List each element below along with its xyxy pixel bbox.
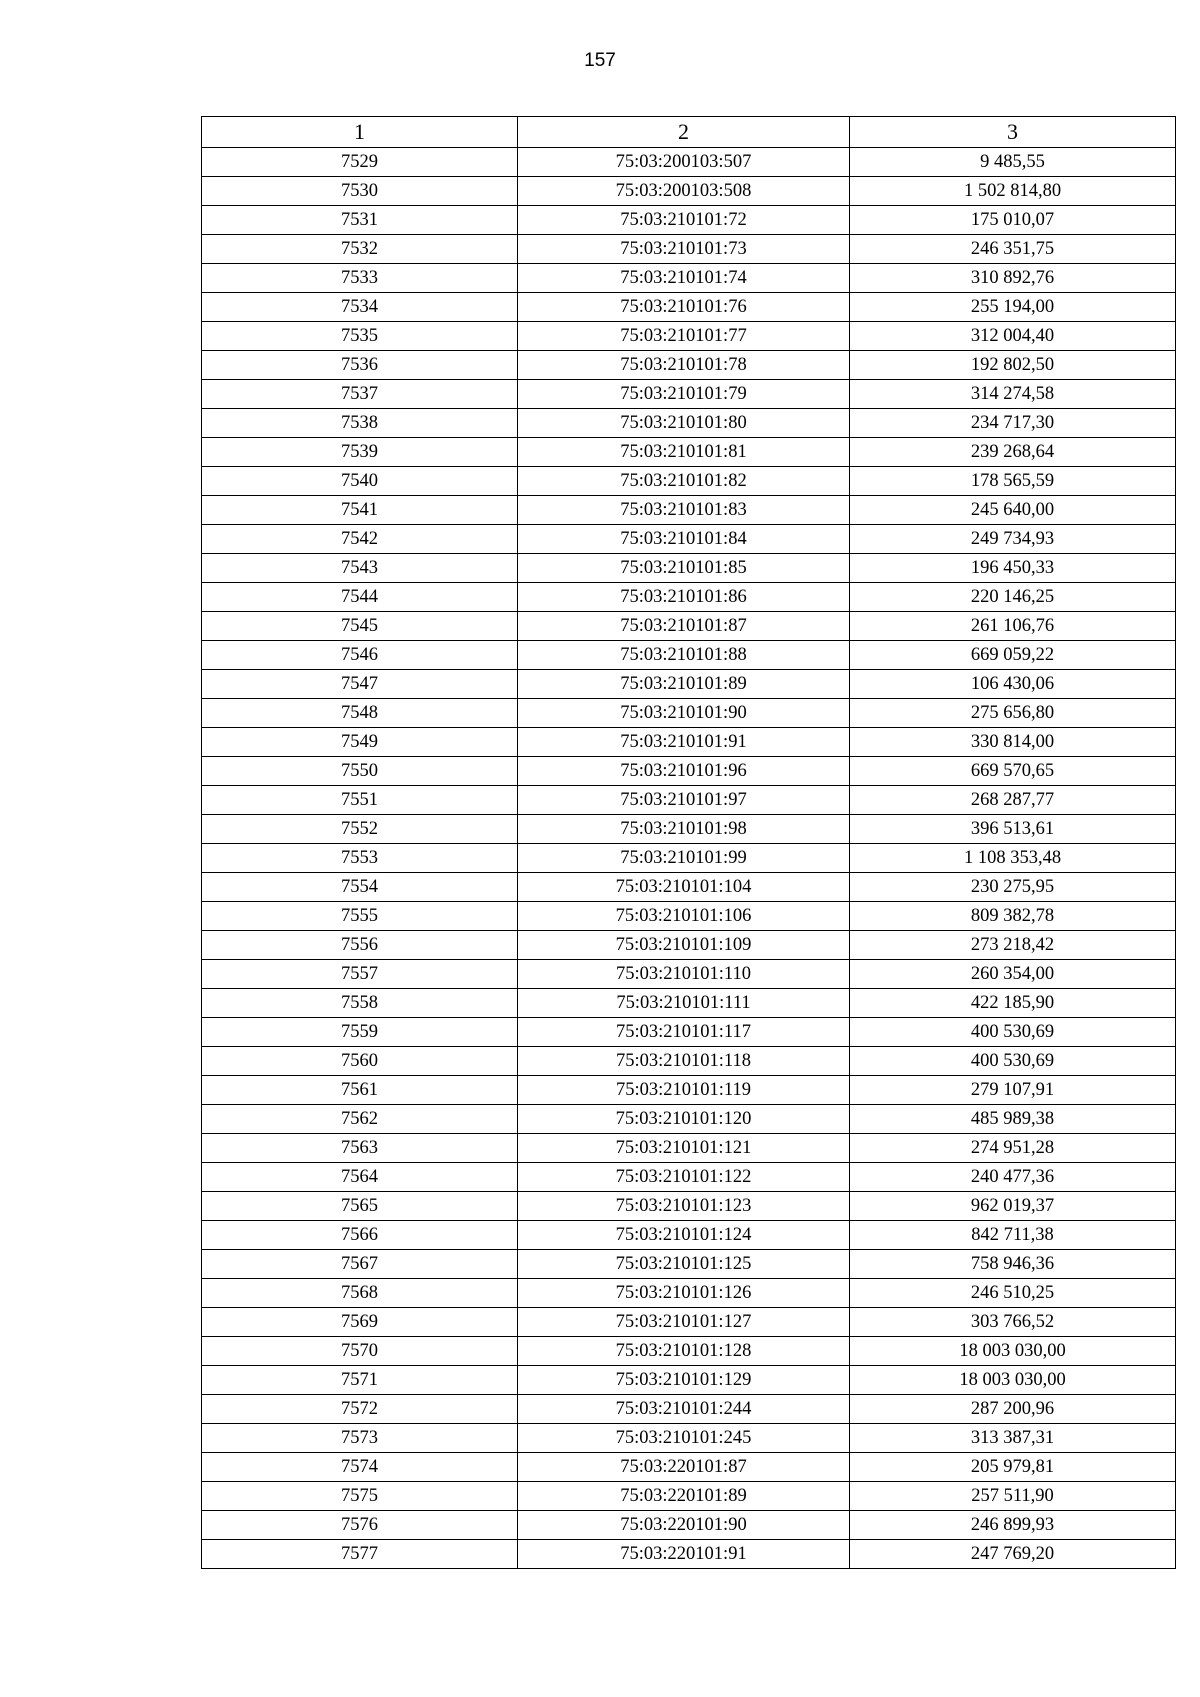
cadastral-number-cell: 75:03:220101:91 [518,1540,850,1569]
table-row [202,1308,1176,1337]
value-cell: 314 274,58 [850,380,1176,409]
row-number-cell: 7575 [202,1482,518,1511]
cadastral-number-cell: 75:03:210101:85 [518,554,850,583]
table-row [202,525,1176,554]
value-cell: 234 717,30 [850,409,1176,438]
cadastral-number-cell: 75:03:210101:78 [518,351,850,380]
table-row [202,1192,1176,1221]
cadastral-number-cell: 75:03:210101:88 [518,641,850,670]
row-number-cell: 7567 [202,1250,518,1279]
table-row [202,1163,1176,1192]
row-number-cell: 7551 [202,786,518,815]
value-cell: 330 814,00 [850,728,1176,757]
row-number-cell: 7564 [202,1163,518,1192]
cadastral-number-cell: 75:03:210101:83 [518,496,850,525]
row-number-cell: 7557 [202,960,518,989]
value-cell: 809 382,78 [850,902,1176,931]
table-row [202,148,1176,177]
value-cell: 260 354,00 [850,960,1176,989]
cadastral-number-cell: 75:03:210101:74 [518,264,850,293]
page-number: 157 [584,50,616,71]
value-cell: 9 485,55 [850,148,1176,177]
row-number-cell: 7563 [202,1134,518,1163]
row-number-cell: 7544 [202,583,518,612]
table-row [202,1047,1176,1076]
row-number-cell: 7533 [202,264,518,293]
value-cell: 279 107,91 [850,1076,1176,1105]
table-row [202,699,1176,728]
row-number-cell: 7568 [202,1279,518,1308]
row-number-cell: 7558 [202,989,518,1018]
value-cell: 261 106,76 [850,612,1176,641]
value-cell: 273 218,42 [850,931,1176,960]
row-number-cell: 7565 [202,1192,518,1221]
table-row [202,409,1176,438]
value-cell: 312 004,40 [850,322,1176,351]
table-row [202,293,1176,322]
value-cell: 106 430,06 [850,670,1176,699]
row-number-cell: 7571 [202,1366,518,1395]
row-number-cell: 7531 [202,206,518,235]
table-row [202,583,1176,612]
value-cell: 247 769,20 [850,1540,1176,1569]
row-number-cell: 7548 [202,699,518,728]
table-row [202,1366,1176,1395]
table-row [202,1424,1176,1453]
cadastral-number-cell: 75:03:210101:110 [518,960,850,989]
table-row [202,1540,1176,1569]
column-header-2: 2 [518,117,850,148]
table-row [202,612,1176,641]
table-row [202,815,1176,844]
value-cell: 1 108 353,48 [850,844,1176,873]
cadastral-number-cell: 75:03:210101:120 [518,1105,850,1134]
table-row [202,1453,1176,1482]
row-number-cell: 7559 [202,1018,518,1047]
table-row [202,873,1176,902]
table-row [202,844,1176,873]
table-row [202,496,1176,525]
cadastral-number-cell: 75:03:210101:98 [518,815,850,844]
table-row [202,728,1176,757]
value-cell: 246 351,75 [850,235,1176,264]
cadastral-number-cell: 75:03:210101:87 [518,612,850,641]
cadastral-number-cell: 75:03:210101:128 [518,1337,850,1366]
value-cell: 245 640,00 [850,496,1176,525]
value-cell: 178 565,59 [850,467,1176,496]
table-row [202,322,1176,351]
cadastral-number-cell: 75:03:210101:117 [518,1018,850,1047]
value-cell: 257 511,90 [850,1482,1176,1511]
cadastral-number-cell: 75:03:210101:97 [518,786,850,815]
value-cell: 962 019,37 [850,1192,1176,1221]
table-row [202,960,1176,989]
row-number-cell: 7550 [202,757,518,786]
row-number-cell: 7553 [202,844,518,873]
table-body [202,148,1176,1569]
header-row [202,117,1176,148]
table-row [202,438,1176,467]
row-number-cell: 7566 [202,1221,518,1250]
value-cell: 230 275,95 [850,873,1176,902]
row-number-cell: 7535 [202,322,518,351]
cadastral-number-cell: 75:03:210101:79 [518,380,850,409]
cadastral-number-cell: 75:03:210101:119 [518,1076,850,1105]
row-number-cell: 7529 [202,148,518,177]
row-number-cell: 7562 [202,1105,518,1134]
value-cell: 396 513,61 [850,815,1176,844]
value-cell: 1 502 814,80 [850,177,1176,206]
cadastral-number-cell: 75:03:210101:91 [518,728,850,757]
row-number-cell: 7576 [202,1511,518,1540]
cadastral-number-cell: 75:03:210101:96 [518,757,850,786]
table-row [202,467,1176,496]
row-number-cell: 7546 [202,641,518,670]
cadastral-number-cell: 75:03:210101:99 [518,844,850,873]
value-cell: 220 146,25 [850,583,1176,612]
cadastral-number-cell: 75:03:210101:126 [518,1279,850,1308]
cadastral-number-cell: 75:03:210101:245 [518,1424,850,1453]
table-row [202,902,1176,931]
cadastral-number-cell: 75:03:200103:507 [518,148,850,177]
data-table [201,116,1176,1569]
cadastral-number-cell: 75:03:210101:73 [518,235,850,264]
row-number-cell: 7532 [202,235,518,264]
row-number-cell: 7560 [202,1047,518,1076]
table-row [202,1105,1176,1134]
cadastral-number-cell: 75:03:210101:84 [518,525,850,554]
table-row [202,351,1176,380]
cadastral-number-cell: 75:03:210101:125 [518,1250,850,1279]
value-cell: 842 711,38 [850,1221,1176,1250]
table-header [202,117,1176,148]
row-number-cell: 7547 [202,670,518,699]
cadastral-number-cell: 75:03:220101:87 [518,1453,850,1482]
cadastral-number-cell: 75:03:220101:90 [518,1511,850,1540]
table-row [202,1395,1176,1424]
table-row [202,641,1176,670]
table-row [202,989,1176,1018]
table-row [202,757,1176,786]
table-row [202,1482,1176,1511]
table-row [202,235,1176,264]
value-cell: 275 656,80 [850,699,1176,728]
cadastral-number-cell: 75:03:210101:123 [518,1192,850,1221]
table-row [202,931,1176,960]
cadastral-number-cell: 75:03:210101:76 [518,293,850,322]
row-number-cell: 7577 [202,1540,518,1569]
value-cell: 240 477,36 [850,1163,1176,1192]
cadastral-number-cell: 75:03:210101:81 [518,438,850,467]
row-number-cell: 7549 [202,728,518,757]
value-cell: 255 194,00 [850,293,1176,322]
value-cell: 18 003 030,00 [850,1337,1176,1366]
value-cell: 400 530,69 [850,1047,1176,1076]
value-cell: 669 059,22 [850,641,1176,670]
cadastral-number-cell: 75:03:210101:111 [518,989,850,1018]
value-cell: 313 387,31 [850,1424,1176,1453]
row-number-cell: 7534 [202,293,518,322]
table-row [202,264,1176,293]
cadastral-number-cell: 75:03:210101:129 [518,1366,850,1395]
row-number-cell: 7537 [202,380,518,409]
cadastral-number-cell: 75:03:210101:72 [518,206,850,235]
row-number-cell: 7543 [202,554,518,583]
cadastral-number-cell: 75:03:210101:118 [518,1047,850,1076]
value-cell: 192 802,50 [850,351,1176,380]
cadastral-number-cell: 75:03:210101:104 [518,873,850,902]
cadastral-number-cell: 75:03:210101:86 [518,583,850,612]
row-number-cell: 7561 [202,1076,518,1105]
table-row [202,1221,1176,1250]
value-cell: 485 989,38 [850,1105,1176,1134]
cadastral-number-cell: 75:03:210101:82 [518,467,850,496]
row-number-cell: 7538 [202,409,518,438]
value-cell: 669 570,65 [850,757,1176,786]
row-number-cell: 7536 [202,351,518,380]
value-cell: 175 010,07 [850,206,1176,235]
table-row [202,1279,1176,1308]
value-cell: 268 287,77 [850,786,1176,815]
value-cell: 422 185,90 [850,989,1176,1018]
table-row [202,206,1176,235]
table-row [202,786,1176,815]
table-row [202,554,1176,583]
table-row [202,670,1176,699]
row-number-cell: 7545 [202,612,518,641]
row-number-cell: 7573 [202,1424,518,1453]
row-number-cell: 7555 [202,902,518,931]
table-row [202,177,1176,206]
value-cell: 310 892,76 [850,264,1176,293]
cadastral-number-cell: 75:03:210101:127 [518,1308,850,1337]
value-cell: 274 951,28 [850,1134,1176,1163]
value-cell: 758 946,36 [850,1250,1176,1279]
row-number-cell: 7572 [202,1395,518,1424]
value-cell: 246 510,25 [850,1279,1176,1308]
row-number-cell: 7554 [202,873,518,902]
table-row [202,1134,1176,1163]
value-cell: 400 530,69 [850,1018,1176,1047]
column-header-3: 3 [850,117,1176,148]
value-cell: 249 734,93 [850,525,1176,554]
row-number-cell: 7570 [202,1337,518,1366]
table-row [202,1018,1176,1047]
row-number-cell: 7539 [202,438,518,467]
table-row [202,1076,1176,1105]
value-cell: 205 979,81 [850,1453,1176,1482]
cadastral-number-cell: 75:03:210101:77 [518,322,850,351]
value-cell: 196 450,33 [850,554,1176,583]
value-cell: 18 003 030,00 [850,1366,1176,1395]
cadastral-number-cell: 75:03:210101:109 [518,931,850,960]
cadastral-number-cell: 75:03:210101:124 [518,1221,850,1250]
row-number-cell: 7541 [202,496,518,525]
cadastral-number-cell: 75:03:200103:508 [518,177,850,206]
column-header-1: 1 [202,117,518,148]
cadastral-number-cell: 75:03:210101:90 [518,699,850,728]
cadastral-number-cell: 75:03:210101:244 [518,1395,850,1424]
row-number-cell: 7530 [202,177,518,206]
cadastral-number-cell: 75:03:210101:122 [518,1163,850,1192]
table-row [202,1250,1176,1279]
value-cell: 303 766,52 [850,1308,1176,1337]
row-number-cell: 7556 [202,931,518,960]
cadastral-number-cell: 75:03:210101:106 [518,902,850,931]
cadastral-number-cell: 75:03:220101:89 [518,1482,850,1511]
table-row [202,1337,1176,1366]
row-number-cell: 7552 [202,815,518,844]
value-cell: 246 899,93 [850,1511,1176,1540]
value-cell: 287 200,96 [850,1395,1176,1424]
cadastral-number-cell: 75:03:210101:89 [518,670,850,699]
row-number-cell: 7569 [202,1308,518,1337]
row-number-cell: 7574 [202,1453,518,1482]
cadastral-number-cell: 75:03:210101:80 [518,409,850,438]
table-row [202,1511,1176,1540]
cadastral-number-cell: 75:03:210101:121 [518,1134,850,1163]
row-number-cell: 7540 [202,467,518,496]
value-cell: 239 268,64 [850,438,1176,467]
table-row [202,380,1176,409]
row-number-cell: 7542 [202,525,518,554]
